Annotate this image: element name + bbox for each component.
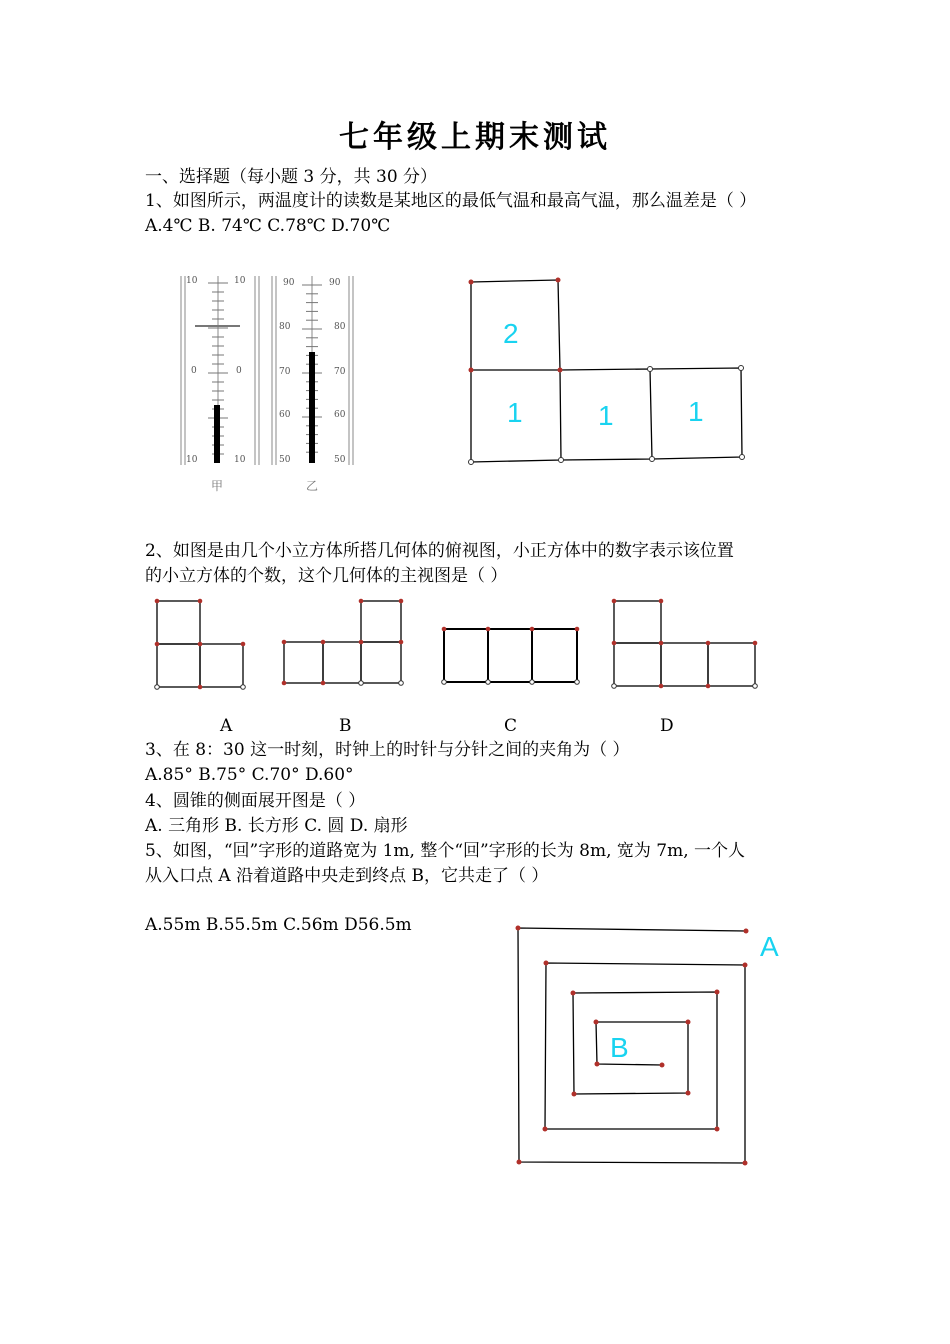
q4-options: A. 三角形 B. 长方形 C. 圆 D. 扇形 <box>145 816 408 836</box>
yi-caption: 乙 <box>306 479 319 493</box>
option-b-view <box>284 601 401 683</box>
option-a-view <box>157 601 243 687</box>
option-d-view <box>614 601 755 686</box>
point-b-label: B <box>610 1032 629 1063</box>
q5-stem-1: 5、如图，“回”字形的道路宽为 1m, 整个“回”字形的长为 8m, 宽为 7m, 一个人 <box>145 841 746 861</box>
section-heading: 一、选择题（每小题 3 分，共 30 分） <box>145 167 438 187</box>
point-a-label: A <box>760 931 779 962</box>
yi-tick-70-r: 70 <box>334 367 346 377</box>
yi-tick-80-r: 80 <box>334 322 346 332</box>
jia-tick-bottom-r: 10 <box>234 455 246 465</box>
mercury-jia <box>214 405 220 463</box>
grid-number-2: 2 <box>503 318 519 349</box>
jia-tick-bottom: 10 <box>186 455 198 465</box>
grid-number-1a: 1 <box>507 397 523 428</box>
jia-tick-top-r: 10 <box>234 276 246 286</box>
option-c-view <box>444 629 577 682</box>
q2-label-d: D <box>660 716 674 736</box>
mercury-yi <box>309 352 315 463</box>
jia-tick-zero-r: 0 <box>236 366 242 376</box>
grid-number-1c: 1 <box>688 396 704 427</box>
spiral-road-figure <box>518 928 746 1163</box>
yi-tick-50-r: 50 <box>334 455 346 465</box>
yi-tick-60: 60 <box>279 410 291 420</box>
yi-tick-90: 90 <box>283 278 295 288</box>
jia-tick-top: 10 <box>186 276 198 286</box>
jia-tick-zero: 0 <box>191 366 197 376</box>
q4-stem: 4、圆锥的侧面展开图是（ ） <box>145 791 366 811</box>
q2-label-c: C <box>504 716 518 736</box>
q2-label-a: A <box>220 716 233 736</box>
top-view-grid <box>471 280 742 462</box>
q3-stem: 3、在 8：30 这一时刻，时钟上的时针与分针之间的夹角为（ ） <box>145 740 630 760</box>
q5-options: A.55m B.55.5m C.56m D56.5m <box>145 915 412 935</box>
page-title: 七年级上期末测试 <box>339 120 611 155</box>
yi-tick-90-r: 90 <box>329 278 341 288</box>
q2-stem-1: 2、如图是由几个小立方体所搭几何体的俯视图，小正方体中的数字表示该位置 <box>145 541 734 561</box>
q1-options: A.4℃ B. 74℃ C.78℃ D.70℃ <box>145 216 391 236</box>
yi-tick-60-r: 60 <box>334 410 346 420</box>
q1-stem: 1、如图所示，两温度计的读数是某地区的最低气温和最高气温，那么温差是（ ） <box>145 191 757 211</box>
grid-number-1b: 1 <box>598 400 614 431</box>
jia-caption: 甲 <box>211 479 224 493</box>
q5-stem-2: 从入口点 A 沿着道路中央走到终点 B，它共走了（ ） <box>145 866 549 886</box>
q3-options: A.85° B.75° C.70° D.60° <box>145 765 354 785</box>
q2-stem-2: 的小立方体的个数，这个几何体的主视图是（ ） <box>145 566 508 586</box>
yi-tick-50: 50 <box>279 455 291 465</box>
q2-label-b: B <box>339 716 352 736</box>
yi-tick-80: 80 <box>279 322 291 332</box>
yi-tick-70: 70 <box>279 367 291 377</box>
